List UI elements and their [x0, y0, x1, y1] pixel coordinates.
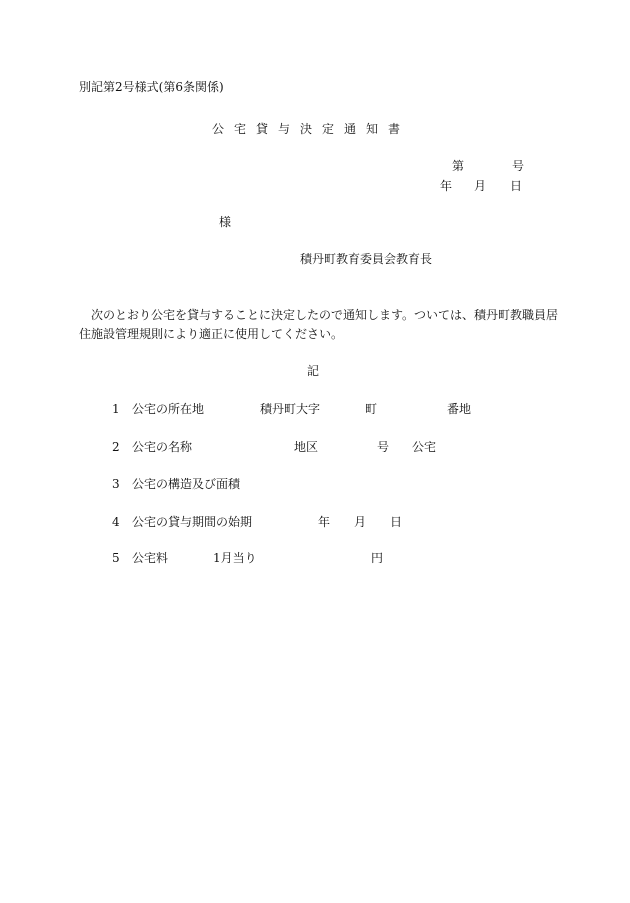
item-field-label: 年 [318, 515, 331, 529]
number-prefix: 第 [452, 159, 465, 173]
item-label: 公宅の貸与期間の始期 [132, 515, 253, 529]
number-suffix: 号 [512, 159, 525, 173]
item-label: 公宅の名称 [132, 440, 193, 454]
title-char: 宅 [234, 122, 247, 136]
item-field-label: 地区 [294, 440, 319, 454]
item-field-label: 番地 [447, 402, 472, 416]
title-char: 決 [300, 122, 313, 136]
notice-body: 次のとおり公宅を貸与することに決定したので通知します。ついては、積丹町教職員居住施設管理規則により適正に使用してください。 [79, 308, 559, 341]
item-number: 1 [112, 402, 120, 416]
item-field-label: 号 [377, 440, 390, 454]
item-number: 5 [112, 551, 120, 565]
document-title [212, 121, 410, 137]
title-char: 公 [212, 122, 225, 136]
item-field-label: 公宅 [412, 440, 437, 454]
item-field-label: 町 [365, 402, 378, 416]
title-char: 貸 [256, 122, 269, 136]
form-label: 別記第2号様式(第6条関係) [79, 80, 224, 94]
item-number: 3 [112, 477, 120, 491]
ki-marker: 記 [307, 364, 320, 378]
item-field-label: 1月当り [213, 551, 257, 565]
date-month: 月 [474, 179, 487, 193]
item-field-label: 積丹町大字 [260, 402, 321, 416]
issuer-name: 積丹町教育委員会教育長 [300, 252, 433, 266]
addressee-suffix: 様 [219, 215, 232, 229]
item-field-label: 円 [371, 551, 384, 565]
title-char: 通 [344, 122, 357, 136]
item-field-label: 月 [354, 515, 367, 529]
item-label: 公宅料 [132, 551, 169, 565]
item-number: 2 [112, 440, 120, 454]
title-char: 定 [322, 122, 335, 136]
title-char: 書 [388, 122, 401, 136]
issue-date [440, 178, 522, 194]
item-label: 公宅の構造及び面積 [132, 477, 241, 491]
item-number: 4 [112, 515, 120, 529]
item-field-label: 日 [390, 515, 403, 529]
date-day: 日 [510, 179, 523, 193]
item-label: 公宅の所在地 [132, 402, 205, 416]
title-char: 知 [366, 122, 379, 136]
title-char: 与 [278, 122, 291, 136]
date-year: 年 [440, 179, 453, 193]
